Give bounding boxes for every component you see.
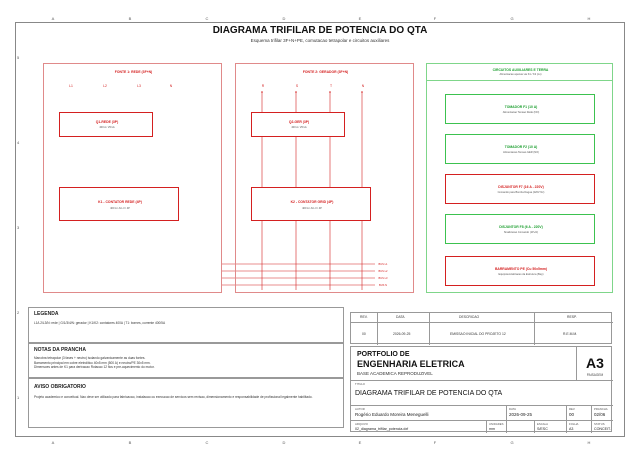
q1-rating: 400 A / 25 kA <box>99 126 115 129</box>
bus-label-l1: BUS L1 <box>378 263 388 266</box>
unidades-value: mm <box>489 427 495 431</box>
row-mark-1: 1 <box>17 395 20 400</box>
aux-box-sub: Sinalizacao Comando (1P+N) <box>503 231 539 234</box>
folha-value: A3 <box>569 427 574 431</box>
legend-text: L1/L2/L3/N: rede | G/1/3/4/N: gerador | K1/K2: contatores 400A | T1: bornes, corrente 400/5A <box>34 321 166 325</box>
phase-label-r: R <box>261 84 265 88</box>
row-mark-4: 4 <box>17 140 20 145</box>
q1-label: Q1-REDE (3P) <box>95 120 119 124</box>
k2-label: K2 - CONTATOR GRID (4P) <box>290 200 334 204</box>
aux-box-barramento-pe <box>445 256 595 286</box>
q2-label: Q2-GER (3P) <box>288 120 310 124</box>
aux-box-tomador-f1 <box>445 94 595 124</box>
q2-rating: 400 A / 25 kA <box>291 126 307 129</box>
sheet-title: DIAGRAMA TRIFILAR DE POTENCIA DO QTA <box>212 25 428 36</box>
bus-label-l3: BUS L3 <box>378 277 388 280</box>
q1-breaker-box <box>59 112 153 137</box>
titulo-value: DIAGRAMA TRIFILAR DE POTENCIA DO QTA <box>355 390 503 397</box>
col-mark-e: E <box>358 16 362 21</box>
row-mark-2: 2 <box>17 310 20 315</box>
aux-box-sub: Alimentacao Tensao GER (NO) <box>503 151 539 154</box>
rev-header-descricao: DESCRICAO <box>459 315 480 319</box>
arquivo-label: ARQUIVO <box>355 422 368 426</box>
col-mark-d-bottom: D <box>282 440 286 445</box>
aux-title: CIRCUITOS AUXILIARES E TERRA <box>492 68 549 72</box>
source-gerador-title: FONTE 2: GERADOR (3F+N) <box>302 70 349 74</box>
data-value: 2026-09-25 <box>509 412 533 417</box>
phase-label-l3: L3 <box>137 84 141 88</box>
status-value: CONCEIT. <box>594 427 611 431</box>
legend-box <box>28 307 344 343</box>
notes-line: Manobra tetrapolar (3 fases + neutro) isolando galvanicamente as duas fontes. <box>34 356 146 360</box>
phase-label-l2: L2 <box>103 84 107 88</box>
rev-cell-data: 2026-09-25 <box>393 332 411 336</box>
aux-box-tomador-f2 <box>445 134 595 164</box>
data-label: DATA <box>509 407 517 411</box>
prancha-label: PRANCHA <box>594 407 608 411</box>
arquivo-value: 02_diagrama_trifilar_potencia.dxf <box>355 427 409 431</box>
revision-table <box>350 312 612 344</box>
sheet-size: A3 <box>586 355 604 371</box>
bus-label-l2: BUS L2 <box>378 270 388 273</box>
notes-line: Barramento principal em cobre eletrolitico 40x5 mm (500 A) e neutro/PE 30x5 mm. <box>34 360 151 365</box>
aux-box-label: DISJUNTOR F8 (6 A - 220V) <box>499 225 543 229</box>
titulo-label: TITULO <box>355 382 365 386</box>
notes-title: NOTAS DA PRANCHA <box>34 347 86 353</box>
escala-value: S/ESC <box>537 427 548 431</box>
source-rede-title: FONTE 1: REDE (3F+N) <box>114 70 153 74</box>
escala-label: ESCALA <box>537 422 549 426</box>
col-mark-h: H <box>587 16 591 21</box>
col-mark-a: A <box>51 16 55 21</box>
q2-breaker-box <box>251 112 345 137</box>
unidades-label: UNIDADES <box>489 422 504 426</box>
k1-rating: 400 A / AC-3 / 4P <box>110 207 130 210</box>
phase-label-t: T <box>329 84 333 88</box>
sheet-orientation: PAISAGEM <box>586 373 604 377</box>
rev-header-rev: REV. <box>360 315 368 319</box>
rev-cell-rev: 00 <box>362 332 366 336</box>
warning-title: AVISO OBRIGATORIO <box>34 384 86 390</box>
aux-panel <box>426 81 613 293</box>
col-mark-b-bottom: B <box>128 440 132 445</box>
source-rede-panel <box>43 63 222 293</box>
aux-box-label: TOMADOR F2 (10 A) <box>504 145 538 149</box>
rev-cell-descricao: EMISSAO INICIAL DO PROJETO 12 <box>450 332 506 336</box>
source-gerador-panel <box>235 63 414 293</box>
rev-cell-resp: R.E.M.M. <box>563 332 578 336</box>
sheet-subtitle: Esquema trifilar 3F+N+PE, comutacao tetrapolar e circuitos auxiliares <box>250 38 390 43</box>
col-mark-c: C <box>205 16 209 21</box>
org-line-1: PORTFOLIO DE <box>357 351 410 358</box>
row-mark-5: 5 <box>17 55 20 60</box>
aux-header-box <box>426 63 613 81</box>
col-mark-f-bottom: F <box>433 440 437 445</box>
status-label: STATUS <box>594 422 605 426</box>
aux-box-label: DISJUNTOR F7 (16 A - 220V) <box>498 185 544 189</box>
notes-line: Dimensoes antes de K1 para derivacao Rotacao 12 fios e pre-aquecimento do motor. <box>34 365 155 369</box>
col-mark-h-bottom: H <box>587 440 591 445</box>
col-mark-f: F <box>433 16 437 21</box>
bus-label-n: BUS N <box>379 284 387 287</box>
rev-header-resp: RESP. <box>567 315 577 319</box>
col-mark-e-bottom: E <box>358 440 362 445</box>
aux-box-sub: Comando para Bomba Dagua (220V Nc) <box>497 191 545 194</box>
phase-label-l1: L1 <box>69 84 73 88</box>
org-line-3: BASE ACADEMICA REPRODUZIVEL <box>357 371 433 376</box>
aux-box-disjuntor-f7 <box>445 174 595 204</box>
col-mark-a-bottom: A <box>51 440 55 445</box>
notes-box <box>28 343 344 378</box>
col-mark-d: D <box>282 16 286 21</box>
legend-title: LEGENDA <box>34 311 59 317</box>
col-mark-g-bottom: G <box>510 440 514 445</box>
warning-box <box>28 378 344 428</box>
row-mark-3: 3 <box>17 225 20 230</box>
rev-header-data: DATA <box>396 315 405 319</box>
rev-label: REV. <box>569 407 576 411</box>
col-mark-g: G <box>510 16 514 21</box>
phase-label-n-ger: N <box>361 84 365 88</box>
org-line-2: ENGENHARIA ELETRICA <box>357 359 465 369</box>
k1-label: K1 - CONTATOR REDE (4P) <box>98 200 142 204</box>
aux-subtitle: Alimentacao apenas via K1 / K2 (no) <box>499 73 542 76</box>
autor-label: AUTOR <box>355 407 365 411</box>
col-mark-c-bottom: C <box>205 440 209 445</box>
aux-box-label: TOMADOR F1 (10 A) <box>504 105 538 109</box>
aux-box-label: BARRAMENTO PE (Cu 50x5mm) <box>494 267 548 271</box>
k2-contactor-box <box>251 187 371 221</box>
title-block <box>350 346 612 432</box>
rev-value: 00 <box>569 412 575 417</box>
folha-label: FOLHA <box>569 422 579 426</box>
prancha-value: 02/06 <box>594 412 606 417</box>
autor-value: Rogério Eduardo Moreira Meneguelli <box>355 412 429 417</box>
aux-box-sub: Equipotencializacao da Estrutura (Bep) <box>498 273 544 276</box>
phase-label-n: N <box>169 84 173 88</box>
phase-label-s: S <box>295 84 299 88</box>
k1-contactor-box <box>59 187 179 221</box>
warning-text: Projeto academico e conceitual. Nao deve ser utilizado para fabricacao, instalacao ou execucao de servicos sem revisao, dimensionamento e responsabilidade de profissional legalmente habilitado. <box>34 395 313 399</box>
aux-box-disjuntor-f8 <box>445 214 595 244</box>
col-mark-b: B <box>128 16 132 21</box>
aux-box-sub: Alimentacao Tensao Rede (NO) <box>502 111 540 114</box>
k2-rating: 400 A / AC-3 / 4P <box>302 207 322 210</box>
